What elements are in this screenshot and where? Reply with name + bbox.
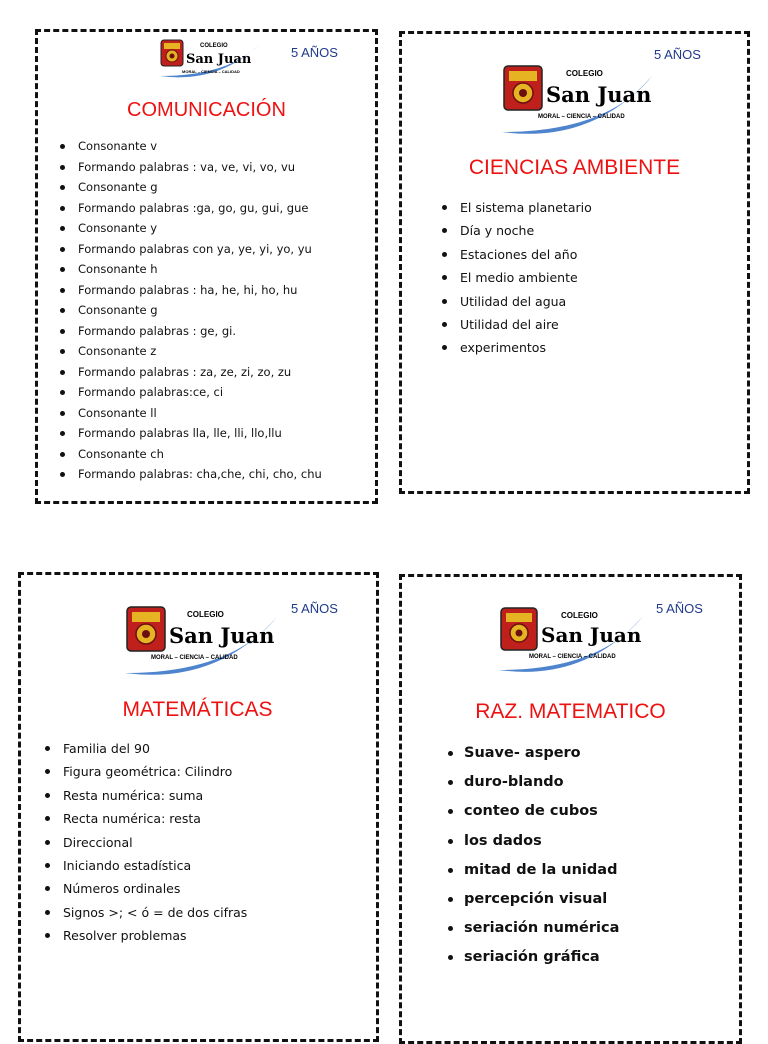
list-item: Formando palabras : va, ve, vi, vo, vu <box>56 157 322 178</box>
list-item: El medio ambiente <box>438 266 592 289</box>
list-item: experimentos <box>438 336 592 359</box>
list-item: Recta numérica: resta <box>41 807 247 830</box>
school-logo <box>498 60 656 142</box>
card-title: COMUNICACIÓN <box>127 99 286 121</box>
list-item: Formando palabras lla, lle, lli, llo,llu <box>56 423 322 444</box>
list-item: Figura geométrica: Cilindro <box>41 760 247 783</box>
topic-list <box>41 737 247 948</box>
svg-text:MORAL – CIENCIA – CALIDAD: MORAL – CIENCIA – CALIDAD <box>182 69 240 74</box>
list-item: Consonante h <box>56 259 322 280</box>
card-title: MATEMÁTICAS <box>122 698 273 721</box>
list-item: Formando palabras : za, ze, zi, zo, zu <box>56 362 322 383</box>
list-item: El sistema planetario <box>438 196 592 219</box>
list-item: Consonante y <box>56 218 322 239</box>
list-item: Números ordinales <box>41 877 247 900</box>
list-item: Formando palabras : ha, he, hi, ho, hu <box>56 280 322 301</box>
list-item: Consonante g <box>56 177 322 198</box>
card-title: RAZ. MATEMATICO <box>475 700 666 723</box>
course-card-comunicacion <box>35 29 378 504</box>
list-item: seriación numérica <box>446 914 619 943</box>
list-item: Direccional <box>41 831 247 854</box>
school-logo <box>495 602 647 680</box>
list-item: Formando palabras : ge, gi. <box>56 321 322 342</box>
svg-text:COLEGIO: COLEGIO <box>561 611 598 620</box>
list-item: Estaciones del año <box>438 243 592 266</box>
list-item: Utilidad del aire <box>438 313 592 336</box>
list-item: Formando palabras: cha,che, chi, cho, chu <box>56 464 322 485</box>
svg-text:MORAL – CIENCIA – CALIDAD: MORAL – CIENCIA – CALIDAD <box>538 114 625 120</box>
list-item: Día y noche <box>438 219 592 242</box>
list-item: seriación gráfica <box>446 943 619 972</box>
school-logo <box>158 36 263 82</box>
list-item: duro-blando <box>446 768 619 797</box>
svg-text:MORAL – CIENCIA – CALIDAD: MORAL – CIENCIA – CALIDAD <box>151 655 238 661</box>
course-card-matematicas <box>18 572 379 1042</box>
list-item: Formando palabras:ce, ci <box>56 382 322 403</box>
card-title: CIENCIAS AMBIENTE <box>468 156 681 179</box>
svg-text:COLEGIO: COLEGIO <box>566 69 603 78</box>
topic-list <box>56 136 322 485</box>
list-item: Signos >; < ó = de dos cifras <box>41 901 247 924</box>
svg-text:COLEGIO: COLEGIO <box>187 610 224 619</box>
svg-text:San Juan: San Juan <box>186 52 252 67</box>
list-item: Consonante ch <box>56 444 322 465</box>
list-item: mitad de la unidad <box>446 856 619 885</box>
list-item: Formando palabras :ga, go, gu, gui, gue <box>56 198 322 219</box>
list-item: Consonante z <box>56 341 322 362</box>
list-item: Resolver problemas <box>41 924 247 947</box>
topic-list <box>438 196 592 360</box>
svg-text:San Juan: San Juan <box>546 82 652 107</box>
course-card-razonamiento <box>399 574 742 1044</box>
list-item: Consonante v <box>56 136 322 157</box>
list-item: Formando palabras con ya, ye, yi, yo, yu <box>56 239 322 260</box>
list-item: Utilidad del agua <box>438 290 592 313</box>
age-label: 5 AÑOS <box>654 47 701 62</box>
svg-text:San Juan: San Juan <box>541 623 642 647</box>
svg-text:San Juan: San Juan <box>169 623 275 648</box>
list-item: Resta numérica: suma <box>41 784 247 807</box>
course-card-ciencias <box>399 31 750 494</box>
list-item: Consonante g <box>56 300 322 321</box>
svg-text:MORAL – CIENCIA – CALIDAD: MORAL – CIENCIA – CALIDAD <box>529 654 616 660</box>
school-logo <box>121 601 281 683</box>
list-item: percepción visual <box>446 885 619 914</box>
list-item: Consonante ll <box>56 403 322 424</box>
age-label: 5 AÑOS <box>656 601 703 616</box>
topic-list <box>446 739 619 973</box>
list-item: Iniciando estadística <box>41 854 247 877</box>
svg-text:COLEGIO: COLEGIO <box>200 43 228 49</box>
list-item: los dados <box>446 827 619 856</box>
age-label: 5 AÑOS <box>291 601 338 616</box>
list-item: Familia del 90 <box>41 737 247 760</box>
list-item: Suave- aspero <box>446 739 619 768</box>
list-item: conteo de cubos <box>446 797 619 826</box>
age-label: 5 AÑOS <box>291 45 338 60</box>
